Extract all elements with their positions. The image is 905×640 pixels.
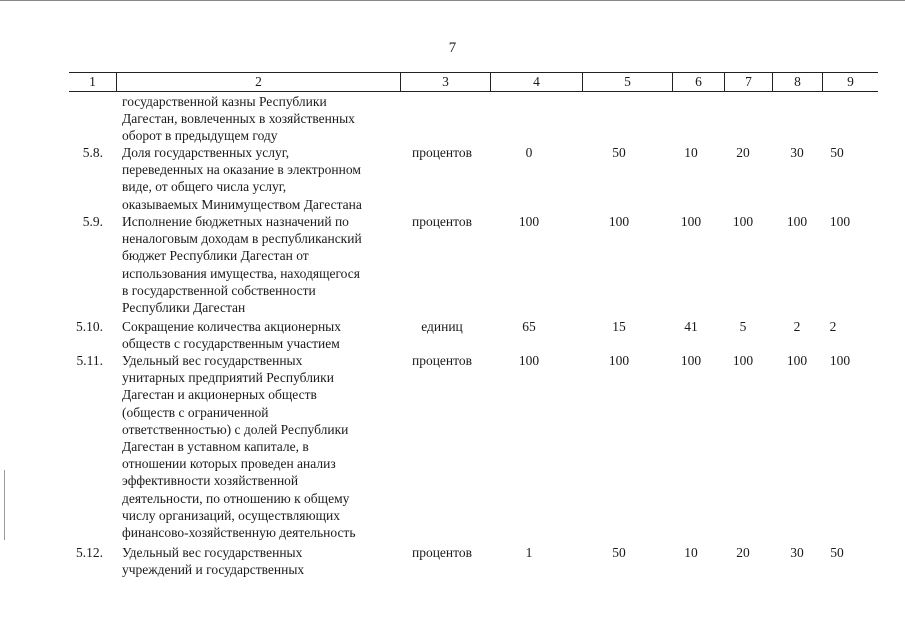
row-description: Удельный вес государственных учреждений и государственных — [122, 545, 305, 578]
row-value-col9: 50 — [830, 145, 844, 160]
row-value-col5: 100 — [608, 353, 630, 368]
row-number: 5.12. — [76, 545, 103, 560]
scan-artifact-line — [0, 0, 905, 1]
header-col-6: 6 — [672, 73, 724, 91]
row-unit: процентов — [411, 145, 472, 160]
row-value-col7: 20 — [736, 545, 750, 560]
row-value-col8: 2 — [793, 319, 801, 334]
row-value-col8: 100 — [786, 214, 808, 229]
row-value-col7: 100 — [732, 214, 754, 229]
row-value-col6: 100 — [680, 214, 702, 229]
row-value-col7: 5 — [739, 319, 747, 334]
row-description: Удельный вес государственных унитарных предприятий Республики Дагестан и акционерных обществ (обществ с ограниченной ответственностью) с долей Республики Дагестан в уставном капитале, в отношении которых проведен анализ эффективности хозяйственной деятельности, по отношению к общему числу организаций, осуществляющих финансово-хозяйственную деятельность — [122, 353, 356, 541]
continuation-text: государственной казны Республики Дагестан, вовлеченных в хозяйственных оборот в предыдущем году — [122, 94, 355, 144]
row-value-col4: 65 — [522, 319, 536, 334]
header-col-5: 5 — [582, 73, 672, 91]
page-number: 7 — [448, 40, 457, 56]
row-unit: процентов — [411, 545, 472, 560]
row-value-col6: 100 — [680, 353, 702, 368]
row-number: 5.8. — [82, 145, 103, 160]
row-number: 5.11. — [76, 353, 103, 368]
row-number: 5.10. — [76, 319, 103, 334]
row-value-col8: 30 — [790, 545, 804, 560]
row-value-col4: 0 — [525, 145, 533, 160]
row-value-col4: 100 — [518, 214, 540, 229]
row-value-col7: 100 — [732, 353, 754, 368]
row-value-col5: 100 — [608, 214, 630, 229]
row-number: 5.9. — [82, 214, 103, 229]
row-description: Исполнение бюджетных назначений по неналоговым доходам в республиканский бюджет Республики Дагестан от использования имущества, находящегося в государственной собственности Республики Дагестан — [122, 214, 362, 316]
row-value-col6: 10 — [684, 545, 698, 560]
row-value-col5: 50 — [612, 545, 626, 560]
header-col-8: 8 — [772, 73, 822, 91]
row-value-col6: 41 — [684, 319, 698, 334]
header-col-7: 7 — [724, 73, 772, 91]
row-value-col4: 1 — [525, 545, 533, 560]
row-description: Сокращение количества акционерных обществ с государственным участием — [122, 319, 341, 352]
row-value-col7: 20 — [736, 145, 750, 160]
row-value-col9: 100 — [829, 214, 851, 229]
row-unit: процентов — [411, 353, 472, 368]
row-value-col8: 30 — [790, 145, 804, 160]
row-unit: единиц — [421, 319, 463, 334]
row-value-col4: 100 — [518, 353, 540, 368]
header-col-9: 9 — [822, 73, 878, 91]
header-col-4: 4 — [490, 73, 582, 91]
scan-artifact-margin — [4, 470, 5, 540]
header-col-2: 2 — [116, 73, 400, 91]
table-header — [69, 72, 878, 92]
row-value-col5: 50 — [612, 145, 626, 160]
header-col-1: 1 — [89, 74, 96, 89]
row-description: Доля государственных услуг, переведенных на оказание в электронном виде, от общего числа услуг, оказываемых Минимуществом Дагестана — [122, 145, 362, 212]
row-unit: процентов — [411, 214, 472, 229]
row-value-col9: 50 — [830, 545, 844, 560]
row-value-col6: 10 — [684, 145, 698, 160]
row-value-col8: 100 — [786, 353, 808, 368]
header-col-3: 3 — [400, 73, 490, 91]
row-value-col5: 15 — [612, 319, 626, 334]
row-value-col9: 2 — [829, 319, 837, 334]
row-value-col9: 100 — [829, 353, 851, 368]
